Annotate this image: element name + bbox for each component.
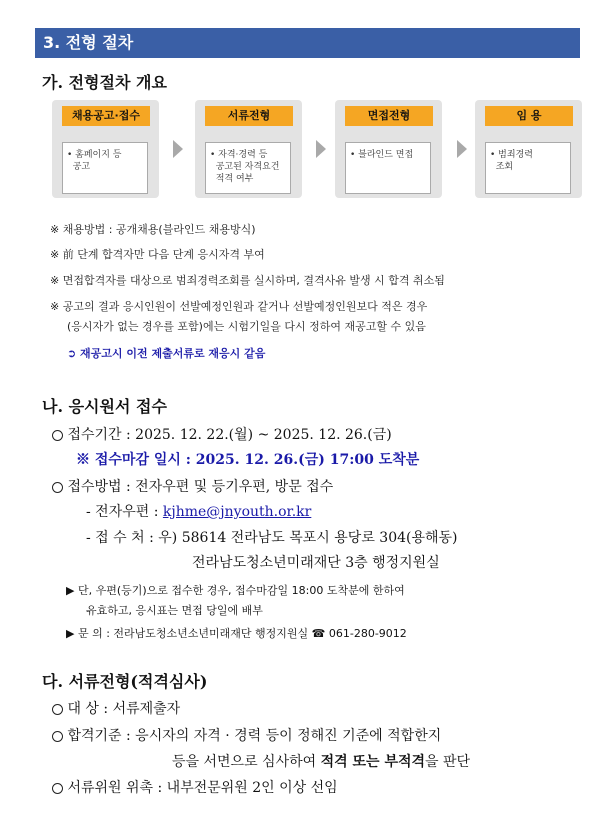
condition-line1: ▶ 단, 우편(등기)으로 접수한 경우, 접수마감일 18:00 도착분에 한하여 [66,584,405,597]
address-line1: 우) 58614 전라남도 목포시 용당로 304(용해동) [158,530,458,546]
note: (응시자가 없는 경우를 포함)에는 시험기일을 다시 정하여 재공고할 수 있음 [67,320,426,333]
criteria-text: 합격기준 : 응시자의 자격 · 경력 등이 정해진 기준에 적합한지 [67,728,442,744]
note: ※ 공고의 결과 응시인원이 선발예정인원과 같거나 선발예정인원보다 적은 경우 [50,300,428,313]
period-row [52,424,392,444]
criteria-row2 [172,751,470,771]
step-header: 임 용 [485,106,573,126]
circle-bullet-icon [52,704,63,715]
email-link[interactable]: kjhme@jnyouth.or.kr [162,504,312,520]
method-row [52,476,333,496]
circle-bullet-icon [52,731,63,742]
circle-bullet-icon [52,482,63,493]
criteria-text3: 을 판단 [425,754,471,770]
arrow-icon [173,140,183,158]
step-body: • 블라인드 면접 [345,142,431,194]
criteria-text2: 등을 서면으로 심사하여 [172,754,321,770]
subsection-c-title: 다. 서류전형(적격심사) [42,672,208,691]
target-row [52,698,180,718]
address-row [86,527,458,547]
period-text: 접수기간 : 2025. 12. 22.(월) ~ 2025. 12. 26.(금) [67,427,392,443]
note-highlight: ➲ 재공고시 이전 제출서류로 재응시 같음 [67,347,266,360]
contact: ▶ 문 의 : 전라남도청소년소년미래재단 행정지원실 ☎ 061-280-9012 [66,627,407,640]
arrow-icon [457,140,467,158]
step-body: • 자격·경력 등 공고된 자격요건 적격 여부 [205,142,291,194]
step-body: • 홈페이지 등 공고 [62,142,148,194]
criteria-row [52,725,441,745]
deadline: ※ 접수마감 일시 : 2025. 12. 26.(금) 17:00 도착분 [76,452,420,468]
step-document [195,100,302,198]
circle-bullet-icon [52,430,63,441]
step-appoint [475,100,582,198]
note: ※ 면접합격자를 대상으로 범죄경력조회를 실시하며, 결격사유 발생 시 합격 취소됨 [50,274,445,287]
step-recruit [52,100,159,198]
step-interview [335,100,442,198]
email-label: - 전자우편 : [86,504,159,520]
step-header: 서류전형 [205,106,293,126]
condition-line2: 유효하고, 응시표는 면접 당일에 배부 [86,604,263,617]
note: ※ 채용방법 : 공개채용(블라인드 채용방식) [50,223,256,236]
committee-text: 서류위원 위촉 : 내부전문위원 2인 이상 선임 [67,780,338,796]
step-header: 면접전형 [345,106,433,126]
subsection-a-title: 가. 전형절차 개요 [42,73,167,92]
step-header: 채용공고·접수 [62,106,150,126]
subsection-b-title: 나. 응시원서 접수 [42,397,167,416]
step-body: • 범죄경력 조회 [485,142,571,194]
target-text: 대 상 : 서류제출자 [67,701,181,717]
committee-row [52,777,338,797]
email-row [86,501,311,521]
criteria-emphasis: 적격 또는 부적격 [320,754,426,770]
arrow-icon [316,140,326,158]
circle-bullet-icon [52,783,63,794]
section-title: 3. 전형 절차 [35,28,580,58]
address-line2: 전라남도청소년미래재단 3층 행정지원실 [192,555,440,571]
note: ※ 前 단계 합격자만 다음 단계 응시자격 부여 [50,248,265,261]
address-label: - 접 수 처 : [86,530,154,546]
method-text: 접수방법 : 전자우편 및 등기우편, 방문 접수 [67,479,334,495]
